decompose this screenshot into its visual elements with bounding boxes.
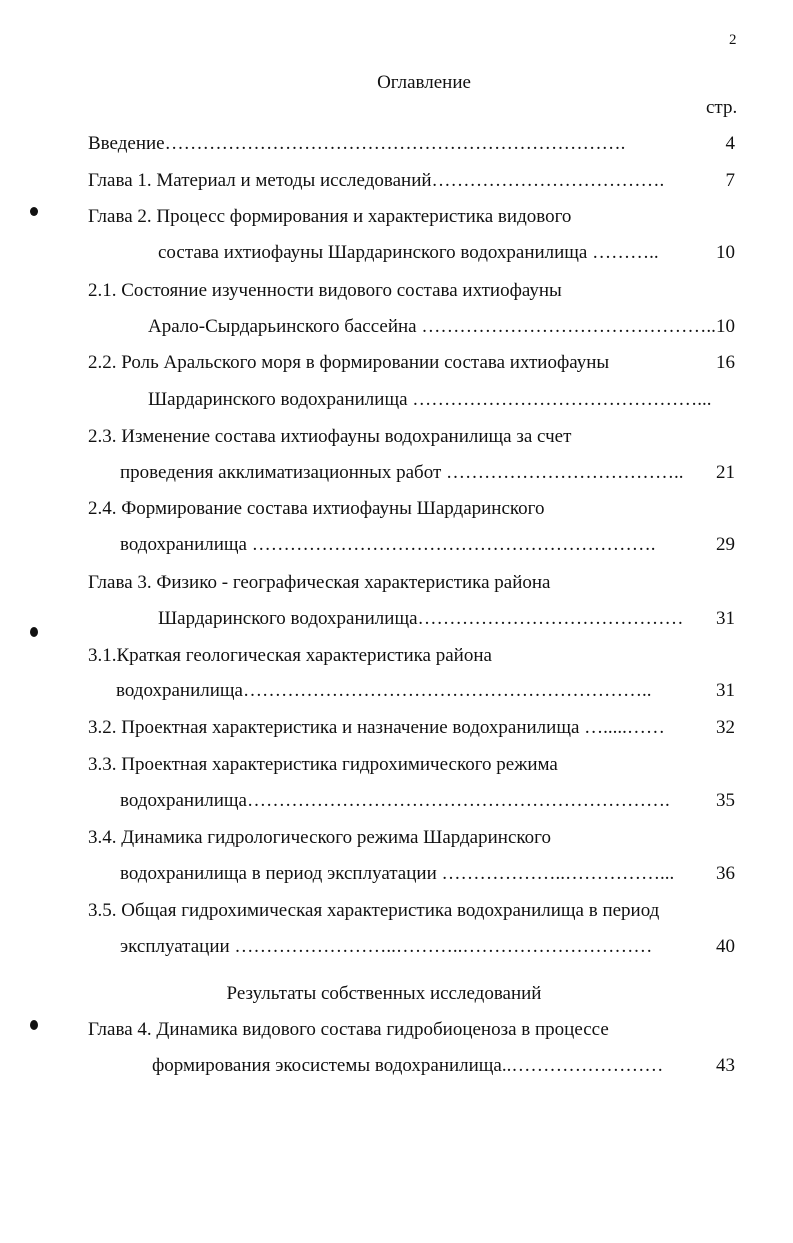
toc-entry-3-3-line2: водохранилища…………………………………………………………. bbox=[120, 790, 670, 811]
toc-page-ch1: 7 bbox=[725, 170, 735, 191]
toc-page-ch3: 31 bbox=[716, 608, 735, 629]
toc-entry-3-4-line2: водохранилища в период эксплуатации ………………..……………... bbox=[120, 863, 675, 884]
page-number: 2 bbox=[729, 32, 737, 48]
punch-hole-mark bbox=[30, 1020, 38, 1030]
toc-entry-3-1-line1: 3.1.Краткая геологическая характеристика района bbox=[88, 645, 492, 666]
toc-page-3-5: 40 bbox=[716, 936, 735, 957]
toc-page-ch2: 10 bbox=[716, 242, 735, 263]
toc-entry-2-1-line2: Арало-Сырдарьинского бассейна ……………………………………….. bbox=[148, 316, 716, 337]
toc-entry-ch1: Глава 1. Материал и методы исследований………………………………. bbox=[88, 170, 665, 191]
punch-hole-mark bbox=[30, 627, 38, 637]
toc-page-3-2: 32 bbox=[716, 717, 735, 738]
toc-page-ch4: 43 bbox=[716, 1055, 735, 1076]
section-heading: Результаты собственных исследований bbox=[226, 983, 542, 1004]
toc-page-intro: 4 bbox=[725, 133, 735, 154]
toc-page-2-1: 10 bbox=[716, 316, 735, 337]
toc-entry-ch2-line1: Глава 2. Процесс формирования и характеристика видового bbox=[88, 206, 572, 227]
toc-entry-intro: Введение………………………………………………………………. bbox=[88, 133, 626, 154]
toc-page-3-1: 31 bbox=[716, 680, 735, 701]
toc-entry-ch4-line1: Глава 4. Динамика видового состава гидробиоценоза в процессе bbox=[88, 1019, 609, 1040]
toc-entry-3-2: 3.2. Проектная характеристика и назначение водохранилища ….....…… bbox=[88, 717, 665, 738]
toc-page-3-3: 35 bbox=[716, 790, 735, 811]
toc-page-2-2: 16 bbox=[716, 352, 735, 373]
toc-entry-2-1-line1: 2.1. Состояние изученности видового состава ихтиофауны bbox=[88, 280, 562, 301]
toc-page-2-4: 29 bbox=[716, 534, 735, 555]
toc-entry-2-4-line2: водохранилища ………………………………………………………. bbox=[120, 534, 656, 555]
toc-entry-3-5-line2: эксплуатации ……………………..………..………………………… bbox=[120, 936, 653, 957]
toc-entry-ch3-line2: Шардаринского водохранилища…………………………………… bbox=[158, 608, 684, 629]
toc-page-3-4: 36 bbox=[716, 863, 735, 884]
toc-title: Оглавление bbox=[377, 72, 471, 93]
toc-entry-3-5-line1: 3.5. Общая гидрохимическая характеристика водохранилища в период bbox=[88, 900, 660, 921]
toc-entry-2-2-line1: 2.2. Роль Аральского моря в формировании состава ихтиофауны bbox=[88, 352, 610, 373]
toc-page-2-3: 21 bbox=[716, 462, 735, 483]
toc-entry-3-3-line1: 3.3. Проектная характеристика гидрохимического режима bbox=[88, 754, 558, 775]
toc-entry-ch4-line2: формирования экосистемы водохранилища..…………………… bbox=[152, 1055, 664, 1076]
toc-entry-2-3-line1: 2.3. Изменение состава ихтиофауны водохранилища за счет bbox=[88, 426, 572, 447]
toc-entry-2-2-line2: Шардаринского водохранилища ………………………………………... bbox=[148, 389, 712, 410]
punch-hole-mark bbox=[30, 207, 38, 216]
toc-entry-ch3-line1: Глава 3. Физико - географическая характеристика района bbox=[88, 572, 551, 593]
toc-entry-2-4-line1: 2.4. Формирование состава ихтиофауны Шардаринского bbox=[88, 498, 545, 519]
toc-entry-2-3-line2: проведения акклиматизационных работ ……………………………….. bbox=[120, 462, 684, 483]
page-column-label: стр. bbox=[706, 97, 738, 118]
toc-entry-3-4-line1: 3.4. Динамика гидрологического режима Шардаринского bbox=[88, 827, 551, 848]
toc-entry-3-1-line2: водохранилища……………………………………………………….. bbox=[116, 680, 652, 701]
toc-entry-ch2-line2: состава ихтиофауны Шардаринского водохранилища ……….. bbox=[158, 242, 659, 263]
